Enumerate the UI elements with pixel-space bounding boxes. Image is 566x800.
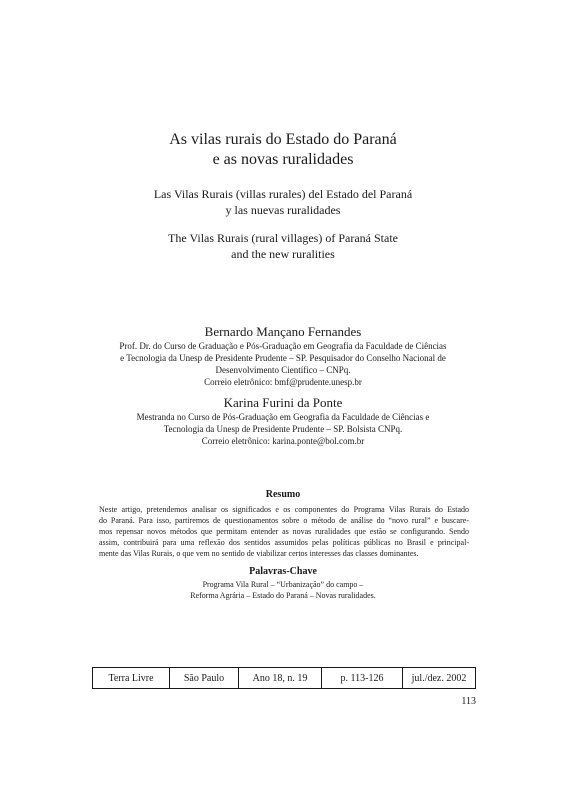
title-line-2: e as novas ruralidades xyxy=(212,151,354,168)
title-line-1: As vilas rurais do Estado do Paraná xyxy=(169,131,397,148)
author-1-email: Correio eletrônico: bmf@prudente.unesp.br xyxy=(204,377,362,387)
keywords-line-2: Reforma Agrária – Estado do Paraná – Novas ruralidades. xyxy=(190,591,376,600)
keywords-heading: Palavras-Chave xyxy=(249,566,317,577)
author-2-affiliation-line-2: Tecnologia da Unesp de Presidente Prudente – SP. Bolsista CNPq. xyxy=(163,424,403,434)
citation-volume: Ano 18, n. 19 xyxy=(239,668,322,689)
citation-pages: p. 113-126 xyxy=(322,668,403,689)
citation-table xyxy=(92,667,476,689)
spanish-title-line-1: Las Vilas Rurais (villas rurales) del Estado del Paraná xyxy=(153,187,413,201)
abstract-heading: Resumo xyxy=(265,489,301,500)
english-title-line-2: and the new ruralities xyxy=(231,247,335,261)
spanish-title xyxy=(0,186,566,218)
keywords-list xyxy=(0,579,566,601)
citation-journal: Terra Livre xyxy=(93,668,170,689)
keywords-line-1: Programa Vila Rural – “Urbanização” do campo – xyxy=(202,580,364,589)
author-1-affiliation-line-3: Desenvolvimento Científico – CNPq. xyxy=(215,365,351,375)
abstract-body xyxy=(99,504,469,559)
abstract-line-2: do Paraná. Para isso, partiremos de questionamentos sobre o método de análise do “novo rural” e buscare- xyxy=(99,516,469,525)
abstract-line-4: assim, contribuirá para uma reflexão dos sentidos assumidos pelas políticas públicas no Brasil e principal- xyxy=(99,538,469,547)
citation-row xyxy=(93,668,476,689)
citation-city: São Paulo xyxy=(170,668,239,689)
page-number: 113 xyxy=(461,696,476,707)
citation-date: jul./dez. 2002 xyxy=(403,668,476,689)
english-title xyxy=(0,230,566,262)
author-1-affiliation-line-1: Prof. Dr. do Curso de Graduação e Pós-Graduação em Geografia da Faculdade de Ciências xyxy=(119,341,447,351)
author-2-affiliation xyxy=(0,411,566,447)
author-2-email: Correio eletrônico: karina.ponte@bol.com.br xyxy=(201,436,365,446)
article-title xyxy=(0,130,566,170)
author-1-affiliation-line-2: e Tecnologia da Unesp de Presidente Prudente – SP. Pesquisador do Conselho Nacional de xyxy=(120,353,446,363)
abstract-line-1: Neste artigo, pretendemos analisar os significados e os componentes do Programa Vilas Rurais do Estado xyxy=(99,505,469,514)
author-1-name: Bernardo Mançano Fernandes xyxy=(204,324,362,339)
author-2-affiliation-line-1: Mestranda no Curso de Pós-Graduação em Geografia da Faculdade de Ciências e xyxy=(136,412,430,422)
author-1-affiliation xyxy=(0,340,566,388)
spanish-title-line-2: y las nuevas ruralidades xyxy=(225,203,341,217)
english-title-line-1: The Vilas Rurais (rural villages) of Paraná State xyxy=(168,231,398,245)
author-2-name: Karina Furini da Ponte xyxy=(223,395,343,410)
abstract-line-3: mos repensar novos métodos que permitam entender as novas ruralidades que estão se configurando. Sendo xyxy=(99,527,469,536)
abstract-line-5: mente das Vilas Rurais, o que vem no sentido de viabilizar certos interesses das classes dominantes. xyxy=(99,549,419,558)
